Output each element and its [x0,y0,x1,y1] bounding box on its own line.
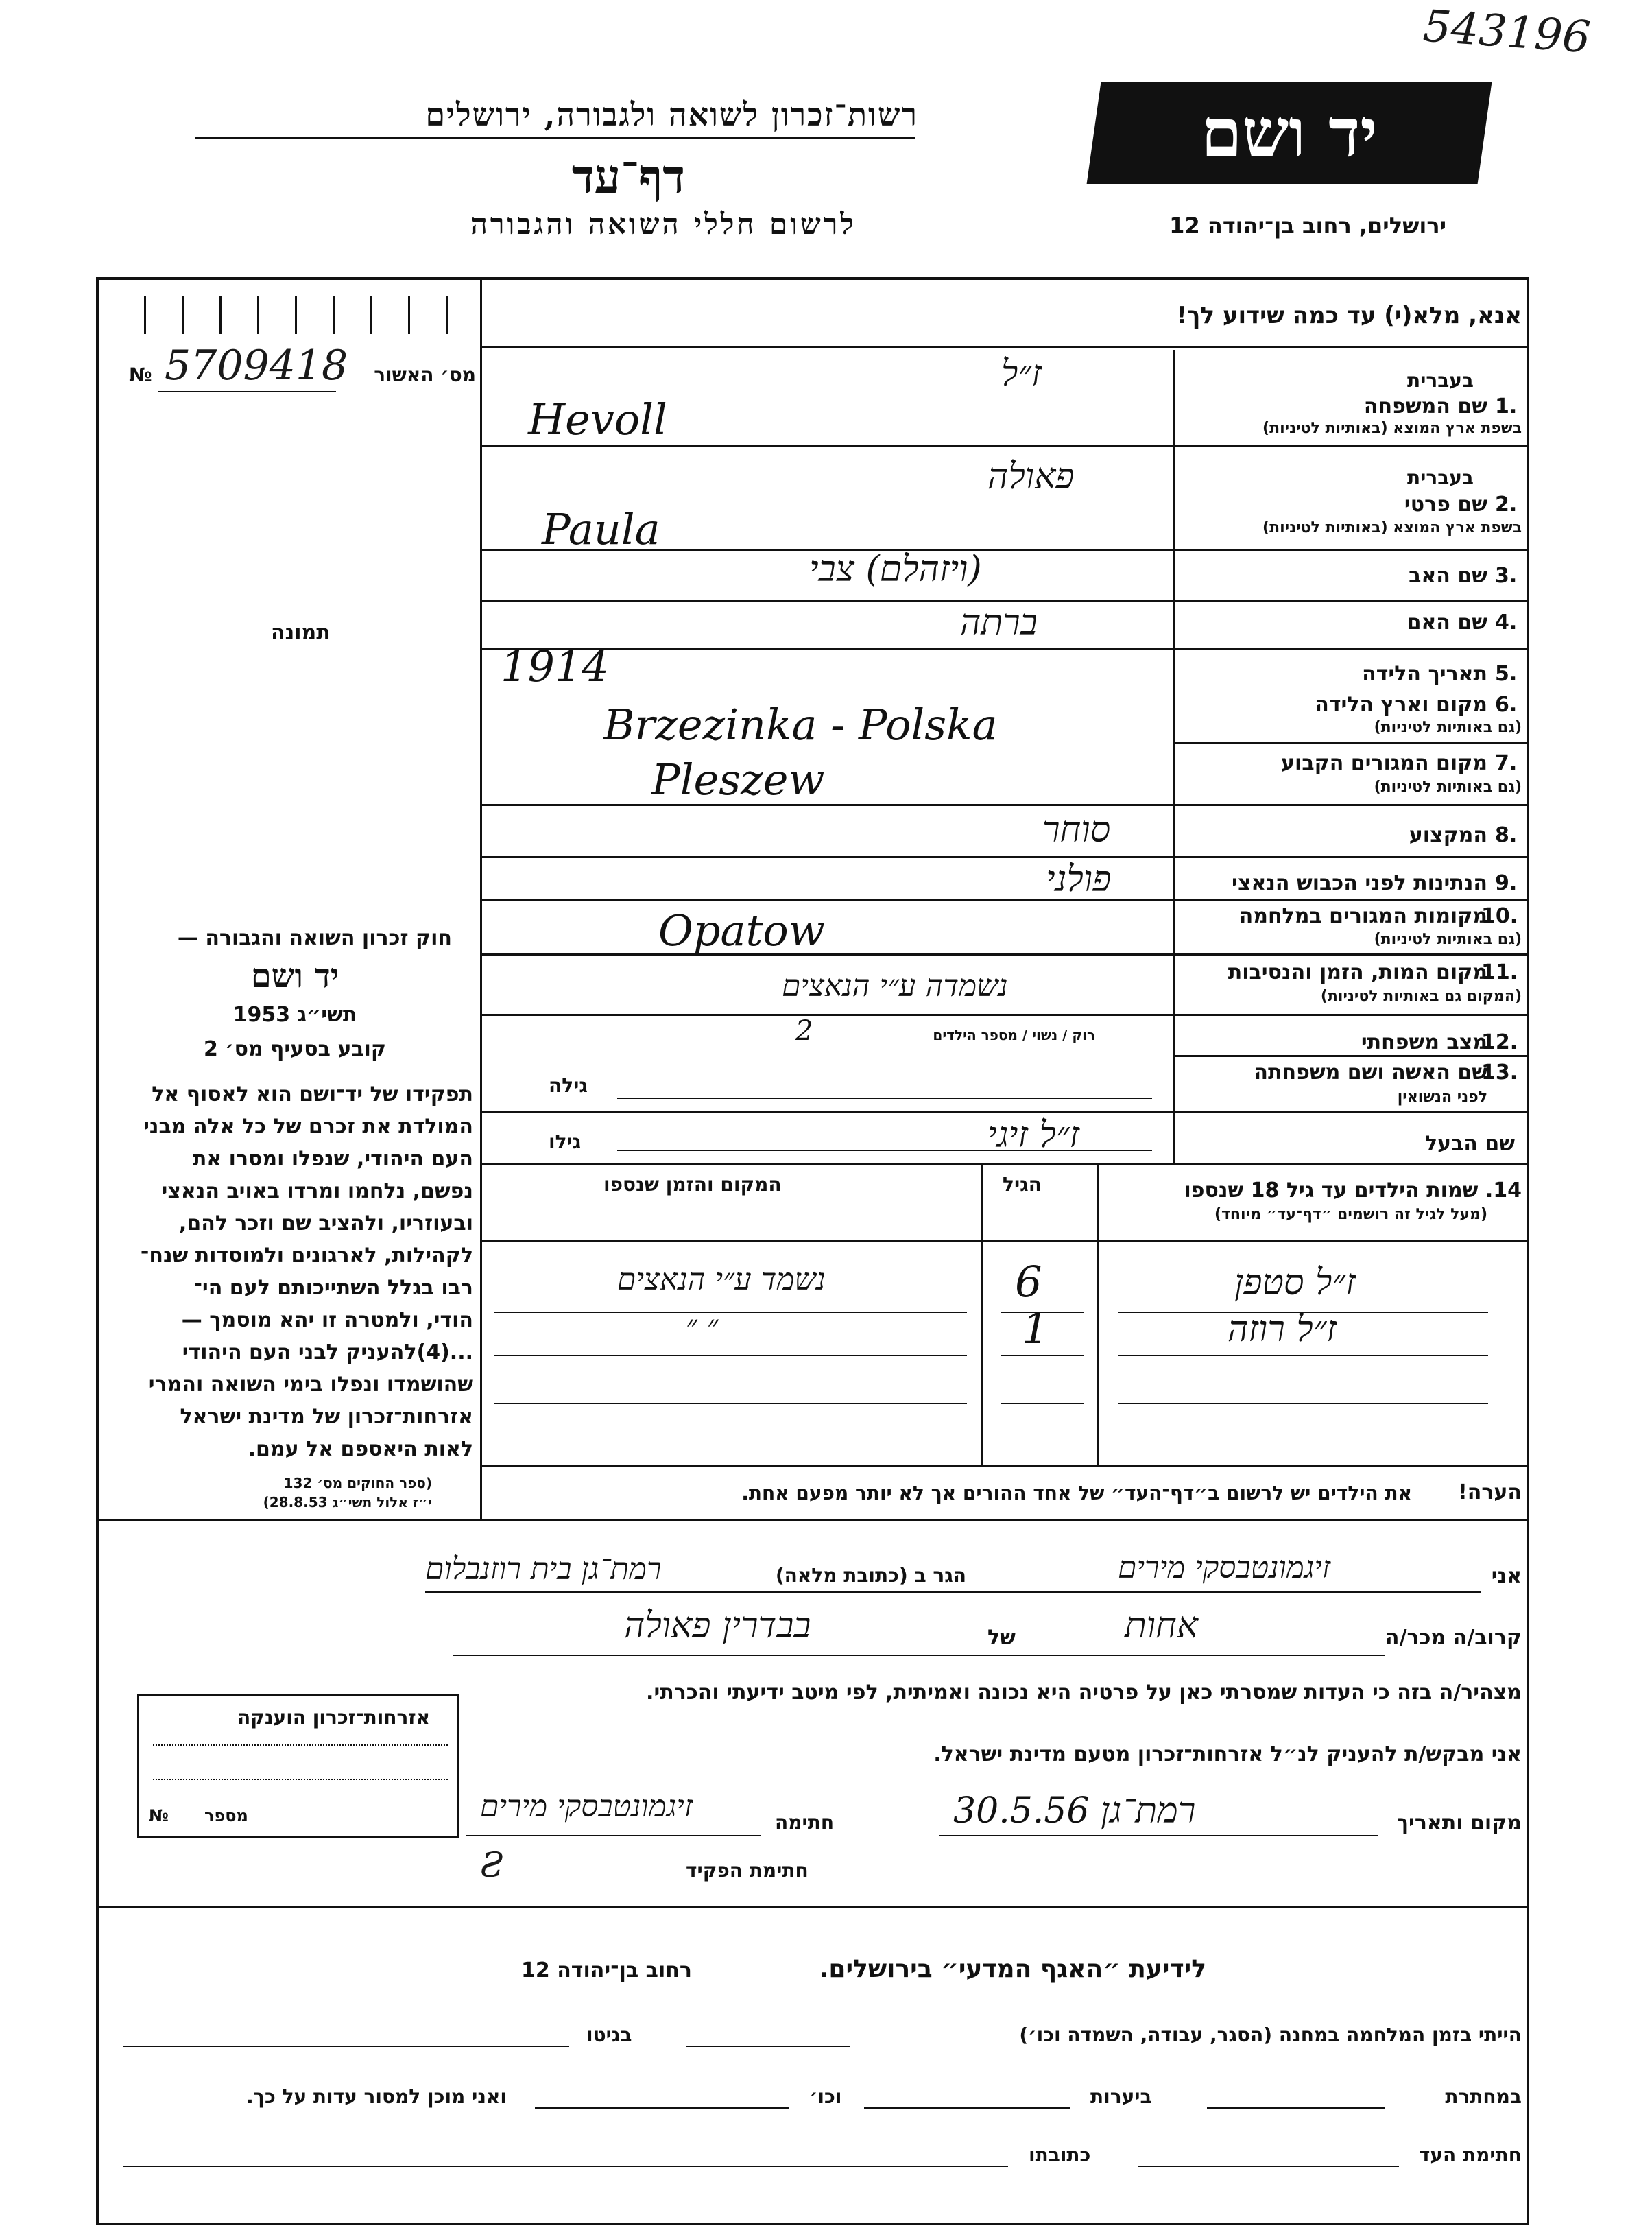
form-title: דף־עד [571,150,685,204]
children-place-header: המקום והזמן שנספו [603,1173,782,1196]
info-line3-signature: חתימת העד [1418,2144,1522,2166]
field-label-profession: המקצוע [1409,823,1487,847]
field-num-1: 1. [1495,394,1518,418]
field-hint-13: לפני הנשואין [1397,1089,1487,1106]
answer-nationality: פולני [1046,859,1112,900]
citizenship-number-label: מספר [204,1806,248,1825]
registration-ticks [144,296,473,334]
child-age: 6 [1015,1257,1042,1307]
answer-death: נשמדה ע״י הנאצים [782,969,1008,1004]
law-line: ...(4)להעניק לבני העם היהודי [182,1340,473,1364]
field-num-11: 11. [1481,960,1518,984]
place-date-label: מקום ותאריך [1396,1811,1522,1835]
law-line: אזרחות־זכרון של מדינת ישראל [180,1405,473,1429]
law-line: רבו בגלל השתייכותם לעם הי־ [193,1276,473,1300]
answer-mother: ברתה [960,602,1038,643]
field-num-7: 7. [1495,751,1518,775]
law-footnote-2: י״ז אלול תשי״ג 28.8.53) [263,1494,432,1511]
yad-vashem-logo [1087,82,1492,184]
law-org: יד ושם [250,957,339,995]
law-clause: קובע בסעיף מס׳ 2 [203,1037,387,1061]
field-num-2: 2. [1495,493,1518,517]
law-line: המולדת את זכרם של כל אלה מבני [143,1115,473,1139]
declarant-name: זיגמונטבסקי מירים [1118,1550,1331,1585]
authority-underline [195,137,915,139]
info-line1-camp: הייתי בזמן המלחמה במחנה (הסגר, עבודה, השמדה וכו׳) [1019,2024,1522,2046]
of-label: של [987,1626,1016,1650]
citizenship-no: № [149,1806,169,1825]
law-line: העם היהודי, שנפלו ומסרו את [192,1147,473,1171]
logo-text: יד ושם [1201,94,1378,171]
law-line: לאות היאספם אל עמם. [248,1437,473,1461]
field-label-residence: מקום המגורים הקבוע [1281,751,1487,775]
answer-given-latin: Paula [542,504,660,554]
field-label-husband: שם הבעל [1424,1132,1515,1156]
answer-war-places: Opatow [658,905,825,956]
lang-label-1: בעברית [1406,369,1474,392]
law-line: הודי, ולמטרה זו יהא מוסמך — [181,1308,473,1332]
declarant-resides-label: הגר ב (כתובת מלאה) [775,1564,966,1587]
field-label-nationality: הנתינות לפני הכבוש הנאצי [1232,871,1487,895]
answer-residence: Pleszew [651,755,825,805]
children-title: 14. שמות הילדים עד גיל 18 שנספו [1184,1178,1522,1203]
signature-label: חתימה [775,1811,835,1834]
children-note: (מעל לגיל זה רושמים ״דף־עד״ מיוחד) [1214,1206,1487,1223]
age-label-husband: גילו [549,1130,582,1153]
address-line: ירושלים, רחוב בן־יהודה 12 [1169,213,1446,239]
children-age-header: הגיל [1003,1173,1042,1196]
field-label-given: שם פרטי [1404,493,1487,517]
info-title: לידיעת ״האגף המדעי״ בירושלים. [819,1955,1206,1983]
field-hint-11: (המקום גם באותיות לטיניות) [1320,988,1522,1005]
remark-text: את הילדים יש לרשום ב״דף־העד״ של אחד ההורים אך לא יותר מפעם אחת. [741,1482,1412,1504]
field-num-4: 4. [1495,611,1518,635]
declarant-i-label: אני [1491,1564,1522,1588]
child-age: 1 [1022,1303,1049,1353]
info-line3-address: כתובתו [1029,2144,1091,2166]
field-hint-10: (גם באותיות לטיניות) [1374,931,1522,948]
registration-number: 5709418 [165,342,348,390]
lang-label-2: בעברית [1406,466,1474,489]
field-label-father: שם האב [1409,564,1487,588]
citizenship-title: אזרחות־זכרון הוענקה [237,1706,430,1729]
info-line1-ghetto: בגיטו [586,2024,632,2046]
answer-father: (ויזהלם) צבי [809,549,982,590]
officer-signature: Ƨ [480,1845,504,1885]
answer-surname-he: ז״ל [1001,353,1042,394]
field-num-6: 6. [1495,693,1518,717]
answer-husband: ז״ל זיגי [987,1115,1080,1156]
child-place: נשמד ע״י הנאצים [617,1262,826,1297]
photo-label: תמונה [271,621,331,645]
info-line2-willing: ואני מוכן למסור עדות על כך. [246,2085,507,2108]
request-text: אני מבקש/ת להעניק לנ״ל אזרחות־זכרון מטעם מדינת ישראל. [933,1742,1522,1766]
field-label-marital: מצב משפחתי [1361,1030,1487,1054]
answer-children-count: 2 [795,1015,813,1047]
declarant-address: רמת־גן בית רוזנבלום [425,1552,662,1587]
info-line2-underground: במחתרת [1445,2085,1522,2108]
authority-heading: רשות־זכרון לשואה ולגבורה, ירושלים [425,96,918,133]
law-line: נפשם, נלחמו ומרדו באויב הנאצי [161,1179,473,1203]
field-hint-7: (גם באותיות לטיניות) [1374,779,1522,796]
citizenship-box [137,1694,459,1838]
law-text [103,1078,473,1465]
answer-surname-latin: Hevoll [528,394,667,445]
field-num-13: 13. [1481,1061,1518,1085]
info-line2-etc: וכו׳ [809,2085,842,2108]
field-num-9: 9. [1495,871,1518,895]
place-date-value: רמת־גן 30.5.56 [953,1790,1196,1832]
field-hint-2: בשפת ארץ המוצא (באותיות לטיניות) [1262,519,1522,536]
signature: זיגמונטבסקי מירים [480,1789,693,1824]
field-num-12: 12. [1481,1030,1518,1054]
relation-label: קרוב/ה מכר/ה [1385,1626,1522,1650]
stamp-number: 543196 [1421,1,1592,64]
law-year: תשי״ג 1953 [232,1003,357,1027]
field-label-mother: שם האם [1406,611,1487,635]
law-line: ובעוזריו, ולהציב שם וזכר להם, [178,1211,473,1235]
age-label-wife: גילה [549,1074,588,1097]
info-address: רחוב בן־יהודה 12 [521,1958,692,1982]
field-label-birthdate: תאריך הלידה [1362,662,1487,686]
registration-no: № [129,364,152,386]
relation-value: אחות [1125,1605,1198,1646]
remark-label: הערה! [1458,1480,1522,1504]
answer-birthplace: Brzezinka - Polska [603,700,998,750]
declaration-text: מצהיר/ה בזה כי העדות שמסרתי כאן על פרטיה היא נכונה ואמיתית, לפי מיטב ידיעתי והכרתי. [646,1681,1522,1705]
field-num-3: 3. [1495,564,1518,588]
answer-birthdate: 1914 [501,641,609,691]
field-label-war-places: מקומות המגורים במלחמה [1238,904,1487,928]
field-label-death: מקום המות, הזמן והנסיבות [1228,960,1487,984]
field-label-surname: שם המשפחה [1363,394,1487,418]
law-title: חוק זכרון השואה והגבורה — [177,926,452,950]
field-label-wife: שם האשה ושם משפחתה [1254,1061,1487,1085]
marital-options: רוק / נשוי / מספר הילדים [933,1027,1095,1043]
field-num-8: 8. [1495,823,1518,847]
law-footnote-1: (ספר החוקים מס׳ 132 [283,1475,432,1491]
law-line: לקהילות, לארגונים ולמוסדות שנח־ [140,1244,473,1268]
of-name: בבדרין פאולה [624,1605,811,1646]
field-hint-1: בשפת ארץ המוצא (באותיות לטיניות) [1262,420,1522,437]
field-num-10: 10. [1481,904,1518,928]
law-line: תפקידו של יד־ושם הוא לאסוף אל [152,1082,473,1106]
officer-signature-label: חתימת הפקיד [686,1859,809,1882]
child-name: ז״ל רוזה [1228,1309,1337,1350]
info-line2-forests: ביערות [1090,2085,1152,2108]
field-label-birthplace: מקום וארץ הלידה [1315,693,1487,717]
registration-label: מס׳ האשור [374,364,476,386]
intro-text: אנא, מלא(י) עד כמה שידוע לך! [1176,302,1522,329]
child-place: ״ ״ [686,1309,719,1344]
law-line: שהושמדו ונפלו בימי השואה והמרי [148,1373,473,1397]
child-name: ז״ל סטפן [1234,1262,1356,1303]
answer-given-he: פאולה [987,456,1075,497]
answer-profession: סוחר [1042,809,1111,851]
field-num-5: 5. [1495,662,1518,686]
field-hint-6: (גם באותיות לטיניות) [1374,719,1522,736]
form-subtitle: לרשום חללי השואה והגבורה [470,207,857,241]
